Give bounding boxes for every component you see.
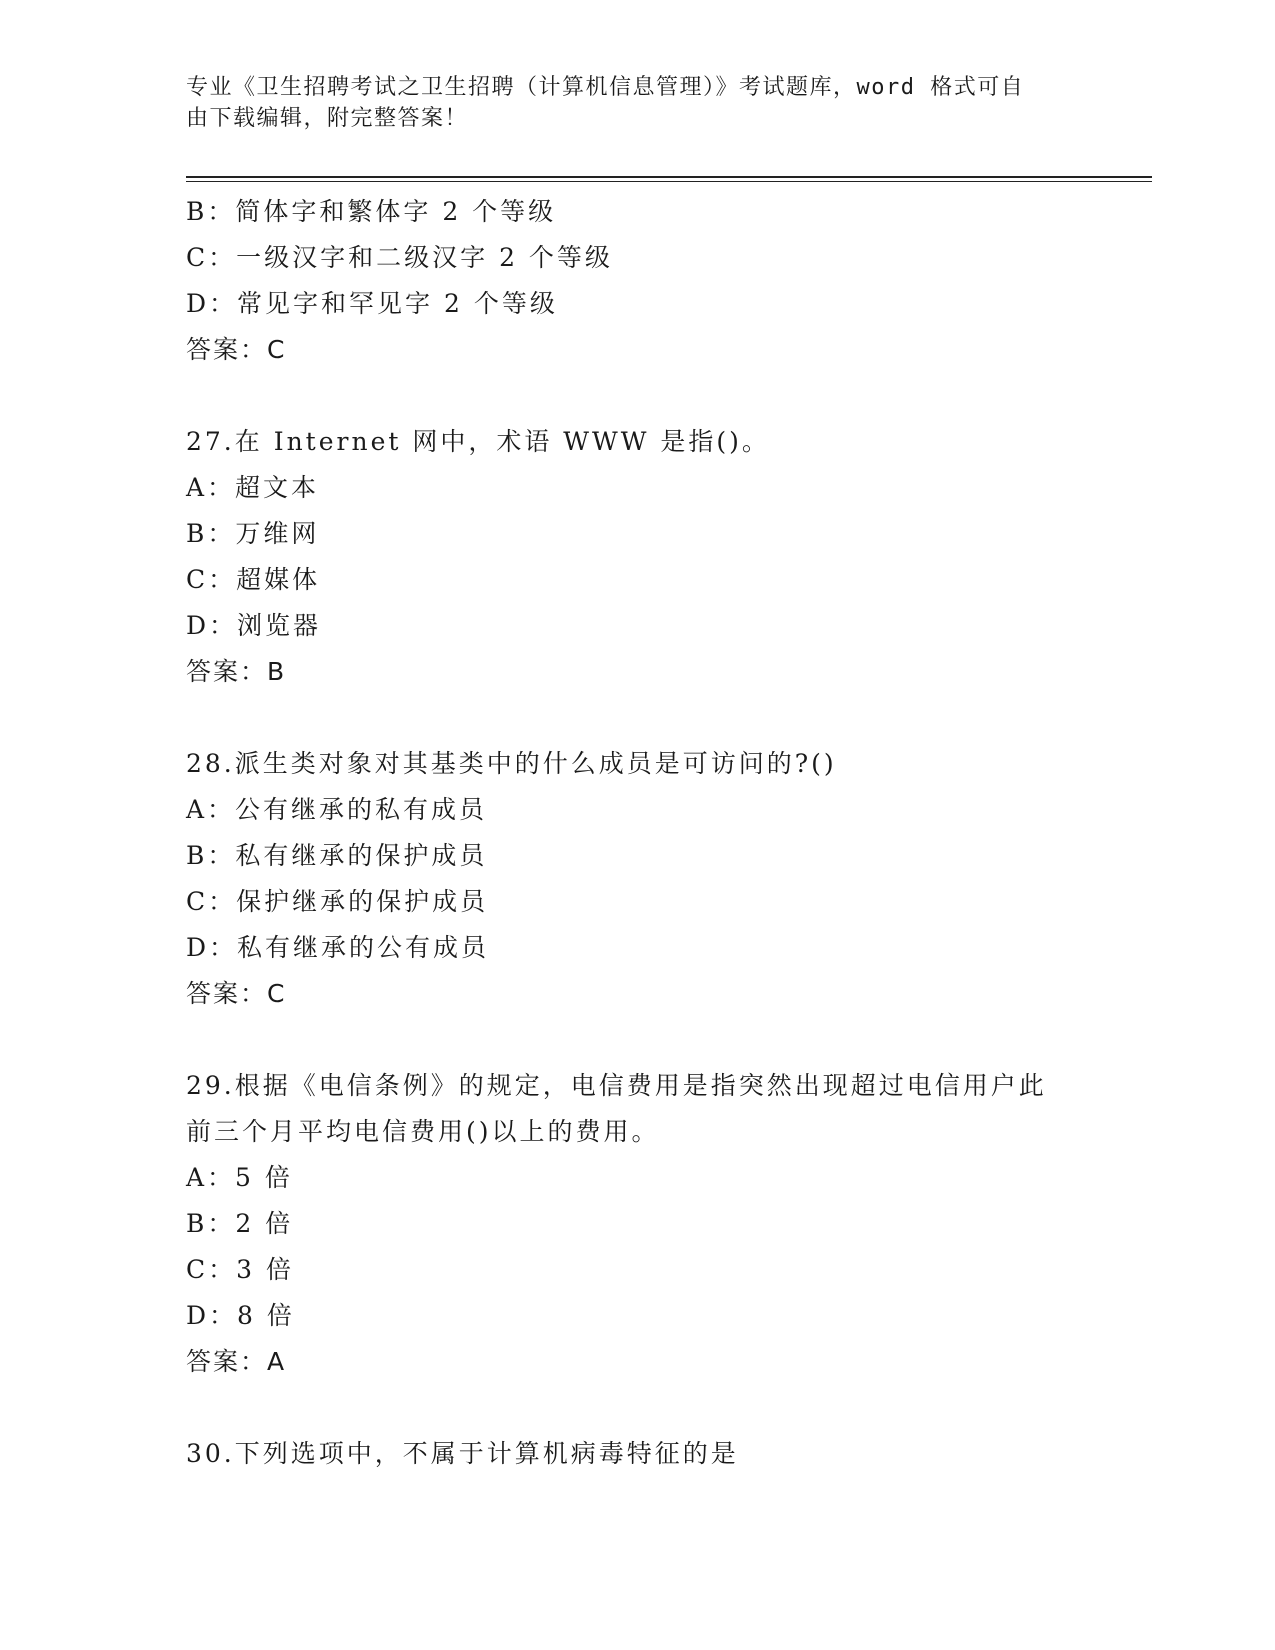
- option-c: C：保护继承的保护成员: [186, 887, 489, 916]
- option-b: B：2 倍: [186, 1209, 294, 1238]
- question-29-stem-line-2: 前三个月平均电信费用()以上的费用。: [186, 1117, 660, 1146]
- question-list: [186, 189, 1086, 1477]
- answer-line: 答案：C: [186, 979, 287, 1008]
- option-c: C：超媒体: [186, 565, 321, 594]
- spacer: [186, 1385, 1086, 1431]
- header-line-2: 由下载编辑，附完整答案！: [186, 106, 469, 131]
- answer-line: 答案：B: [186, 657, 287, 686]
- header-line-1: 专业《卫生招聘考试之卫生招聘（计算机信息管理）》考试题库，word 格式可自: [186, 75, 1025, 100]
- option-b: B：简体字和繁体字 2 个等级: [186, 197, 557, 226]
- question-28-stem: 28.派生类对象对其基类中的什么成员是可访问的?(): [186, 749, 837, 778]
- spacer: [186, 373, 1086, 419]
- header-divider-thick: [186, 176, 1152, 178]
- option-c: C：3 倍: [186, 1255, 294, 1284]
- option-d: D：浏览器: [186, 611, 322, 640]
- spacer: [186, 1017, 1086, 1063]
- option-d: D：常见字和罕见字 2 个等级: [186, 289, 558, 318]
- option-a: A：公有继承的私有成员: [186, 795, 488, 824]
- option-a: A：5 倍: [186, 1163, 293, 1192]
- option-b: B：万维网: [186, 519, 320, 548]
- option-a: A：超文本: [186, 473, 320, 502]
- option-d: D：8 倍: [186, 1301, 295, 1330]
- option-c: C：一级汉字和二级汉字 2 个等级: [186, 243, 613, 272]
- option-d: D：私有继承的公有成员: [186, 933, 490, 962]
- option-b: B：私有继承的保护成员: [186, 841, 488, 870]
- document-header: [186, 72, 1066, 134]
- question-29-stem-line-1: 29.根据《电信条例》的规定，电信费用是指突然出现超过电信用户此: [186, 1071, 1047, 1100]
- header-divider-thin: [186, 181, 1152, 182]
- answer-line: 答案：A: [186, 1347, 287, 1376]
- question-27-stem: 27.在 Internet 网中，术语 WWW 是指()。: [186, 427, 770, 456]
- answer-line: 答案：C: [186, 335, 287, 364]
- spacer: [186, 695, 1086, 741]
- question-30-stem: 30.下列选项中，不属于计算机病毒特征的是: [186, 1439, 739, 1468]
